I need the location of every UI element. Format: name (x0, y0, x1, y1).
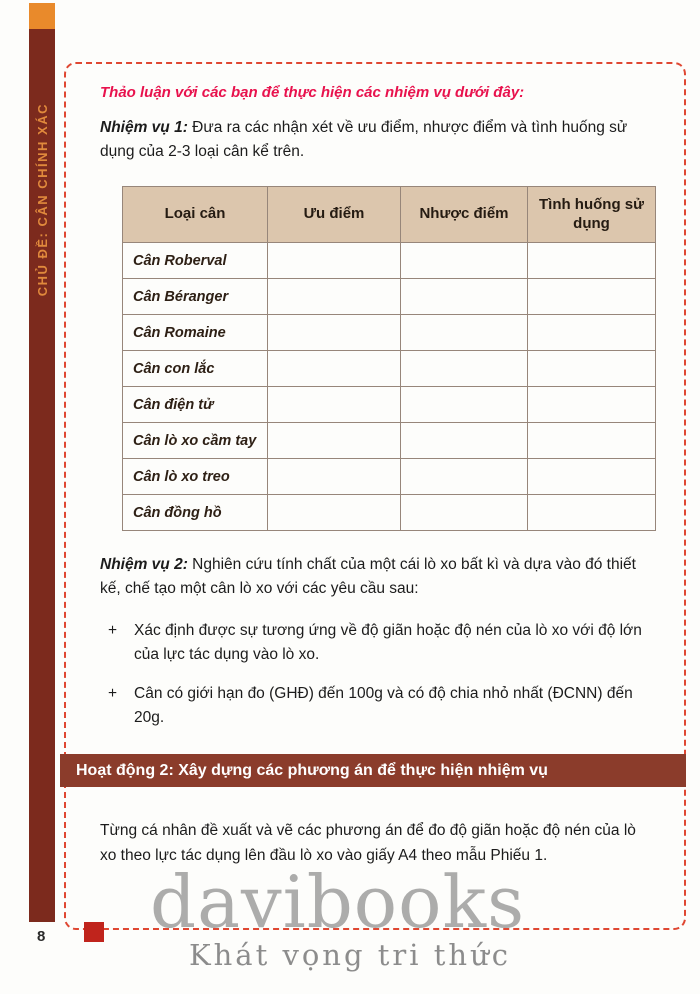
empty-cell (268, 351, 401, 387)
activity2-paragraph: Từng cá nhân đề xuất và vẽ các phương án để đo độ giãn hoặc độ nén của lò xo theo lực tác dụng lên đầu lò xo vào giấy A4 theo mẫu Phiếu 1. (100, 822, 636, 864)
discussion-heading: Thảo luận với các bạn để thực hiện các nhiệm vụ dưới đây: (100, 84, 525, 101)
red-bottom-square (84, 922, 104, 942)
row-label-cell: Cân đồng hồ (123, 495, 268, 531)
empty-cell (268, 387, 401, 423)
empty-cell (401, 351, 528, 387)
plus-marker: + (108, 622, 118, 640)
bullet-item (108, 619, 656, 667)
chapter-vertical-title-wrap (29, 40, 55, 360)
watermark-davibooks: davibooks (150, 860, 526, 944)
task1-paragraph (100, 116, 656, 164)
empty-cell (268, 459, 401, 495)
empty-cell (401, 387, 528, 423)
table-row (123, 279, 656, 315)
empty-cell (528, 423, 656, 459)
row-label-cell: Cân con lắc (123, 351, 268, 387)
chapter-vertical-title: CHỦ ĐỀ: CÂN CHÍNH XÁC (34, 103, 50, 297)
empty-cell (528, 387, 656, 423)
row-label-cell: Cân Romaine (123, 315, 268, 351)
empty-cell (528, 243, 656, 279)
activity2-banner: Hoạt động 2: Xây dựng các phương án để thực hiện nhiệm vụ (60, 754, 686, 787)
table-row (123, 423, 656, 459)
task2-bullet-list (108, 619, 656, 730)
task2-text: Nghiên cứu tính chất của một cái lò xo bất kì và dựa vào đó thiết kế, chế tạo một cân lò xo với các yêu cầu sau: (100, 556, 636, 598)
empty-cell (401, 315, 528, 351)
page-number: 8 (37, 928, 46, 945)
table-header-row (123, 187, 656, 243)
dashed-content-box (64, 62, 686, 930)
scale-comparison-table (122, 186, 656, 531)
table-row (123, 315, 656, 351)
header-cell-uu-diem: Ưu điểm (268, 187, 401, 243)
row-label-cell: Cân điện tử (123, 387, 268, 423)
task1-text: Đưa ra các nhận xét về ưu điểm, nhược điểm và tình huống sử dụng của 2-3 loại cân kể trên. (100, 119, 628, 161)
plus-marker: + (108, 685, 118, 703)
row-label-cell: Cân Roberval (123, 243, 268, 279)
empty-cell (268, 315, 401, 351)
empty-cell (528, 279, 656, 315)
row-label-cell: Cân Béranger (123, 279, 268, 315)
empty-cell (528, 459, 656, 495)
empty-cell (528, 495, 656, 531)
empty-cell (401, 243, 528, 279)
bullet-text: Cân có giới hạn đo (GHĐ) đến 100g và có độ chia nhỏ nhất (ĐCNN) đến 20g. (134, 685, 633, 727)
empty-cell (268, 279, 401, 315)
table-row (123, 459, 656, 495)
row-label-cell: Cân lò xo cầm tay (123, 423, 268, 459)
table-row (123, 495, 656, 531)
empty-cell (268, 243, 401, 279)
header-cell-nhuoc-diem: Nhược điểm (401, 187, 528, 243)
empty-cell (401, 423, 528, 459)
empty-cell (401, 279, 528, 315)
row-label-cell: Cân lò xo treo (123, 459, 268, 495)
table-row (123, 387, 656, 423)
table-row (123, 351, 656, 387)
empty-cell (401, 495, 528, 531)
watermark-slogan: Khát vọng tri thức (188, 938, 512, 972)
empty-cell (401, 459, 528, 495)
empty-cell (268, 423, 401, 459)
bullet-item (108, 682, 656, 730)
empty-cell (528, 351, 656, 387)
empty-cell (528, 315, 656, 351)
task1-label: Nhiệm vụ 1: (100, 119, 188, 136)
table-row (123, 243, 656, 279)
task2-label: Nhiệm vụ 2: (100, 556, 188, 574)
empty-cell (268, 495, 401, 531)
task2-paragraph (100, 553, 656, 601)
orange-corner-square (29, 3, 55, 29)
header-cell-tinh-huong: Tình huống sử dụng (528, 187, 656, 243)
bullet-text: Xác định được sự tương ứng về độ giãn hoặc độ nén của lò xo với độ lớn của lực tác dụng vào lò xo. (134, 622, 642, 664)
header-cell-loai-can: Loại cân (123, 187, 268, 243)
